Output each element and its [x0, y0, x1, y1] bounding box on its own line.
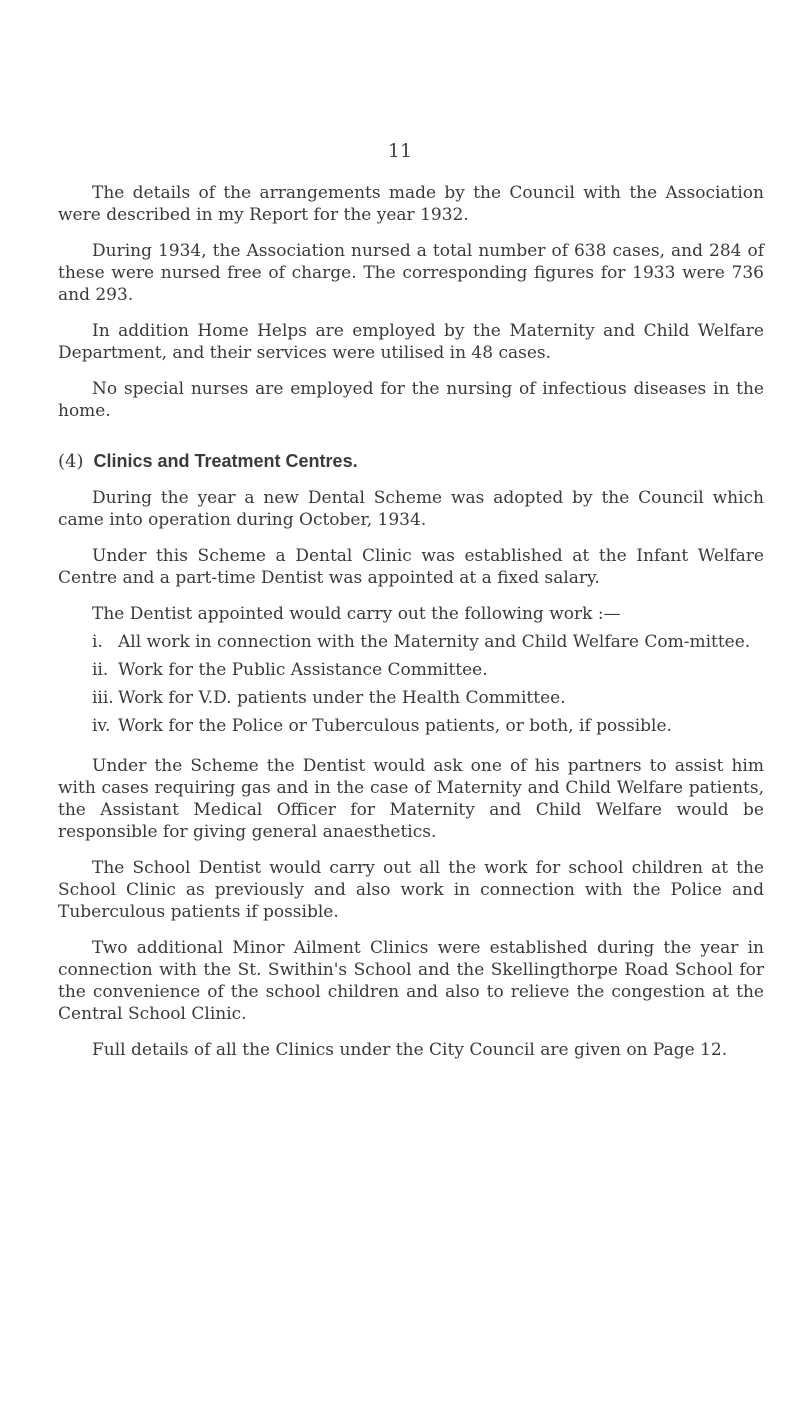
list-item-text: Work for the Police or Tuberculous patients, or both, if possible.: [118, 716, 672, 736]
list-item: [92, 715, 764, 737]
list-item-marker: i.: [92, 632, 103, 652]
section-number: (4): [58, 451, 84, 472]
paragraph-arrangements: The details of the arrangements made by the Council with the Association were described in my Report for the year 1932.: [58, 183, 764, 225]
list-item-marker: iii.: [92, 688, 114, 708]
list-item: [92, 687, 764, 709]
list-item-text: Work for V.D. patients under the Health Committee.: [118, 688, 566, 708]
section-heading: [58, 450, 764, 473]
paragraph-full-details: Full details of all the Clinics under the City Council are given on Page 12.: [92, 1040, 728, 1060]
paragraph-special-nurses: No special nurses are employed for the nursing of infectious diseases in the home.: [58, 379, 764, 421]
list-item-marker: iv.: [92, 716, 111, 736]
list-item: [92, 659, 764, 681]
list-item: [92, 631, 764, 653]
page-number: 11: [387, 140, 413, 162]
paragraph-school-dentist: The School Dentist would carry out all the work for school children at the School Clinic as previously and also work in connection with the Police and Tuberculous patients if possible.: [58, 858, 764, 922]
paragraph-dental-scheme: During the year a new Dental Scheme was adopted by the Council which came into operation during October, 1934.: [58, 488, 764, 530]
paragraph-anaesthetics: Under the Scheme the Dentist would ask one of his partners to assist him with cases requiring gas and in the case of Maternity and Child Welfare patients, the Assistant Medical Officer for Maternity and Child Welfare would be responsible for giving general anaesthetics.: [58, 756, 764, 842]
paragraph-home-helps: In addition Home Helps are employed by the Maternity and Child Welfare Department, and their services were utilised in 48 cases.: [58, 321, 764, 363]
paragraph-minor-ailment-clinics: Two additional Minor Ailment Clinics were established during the year in connection with the St. Swithin's School and the Skellingthorpe Road School for the convenience of the school children and also to relieve the congestion at the Central School Clinic.: [58, 938, 764, 1024]
list-item-marker: ii.: [92, 660, 109, 680]
paragraph-dental-clinic: Under this Scheme a Dental Clinic was established at the Infant Welfare Centre and a part-time Dentist was appointed at a fixed salary.: [58, 546, 764, 588]
work-list: [92, 631, 764, 737]
page-body: [58, 182, 764, 1075]
paragraph-dentist-work: The Dentist appointed would carry out the following work :—: [92, 604, 621, 624]
list-item-text: Work for the Public Assistance Committee.: [118, 660, 488, 680]
paragraph-cases-nursed: During 1934, the Association nursed a total number of 638 cases, and 284 of these were nursed free of charge. The corresponding figures for 1933 were 736 and 293.: [58, 241, 764, 305]
list-item-text: All work in connection with the Maternity and Child Welfare Com-mittee.: [118, 632, 751, 652]
section-title: Clinics and Treatment Centres.: [93, 451, 358, 471]
